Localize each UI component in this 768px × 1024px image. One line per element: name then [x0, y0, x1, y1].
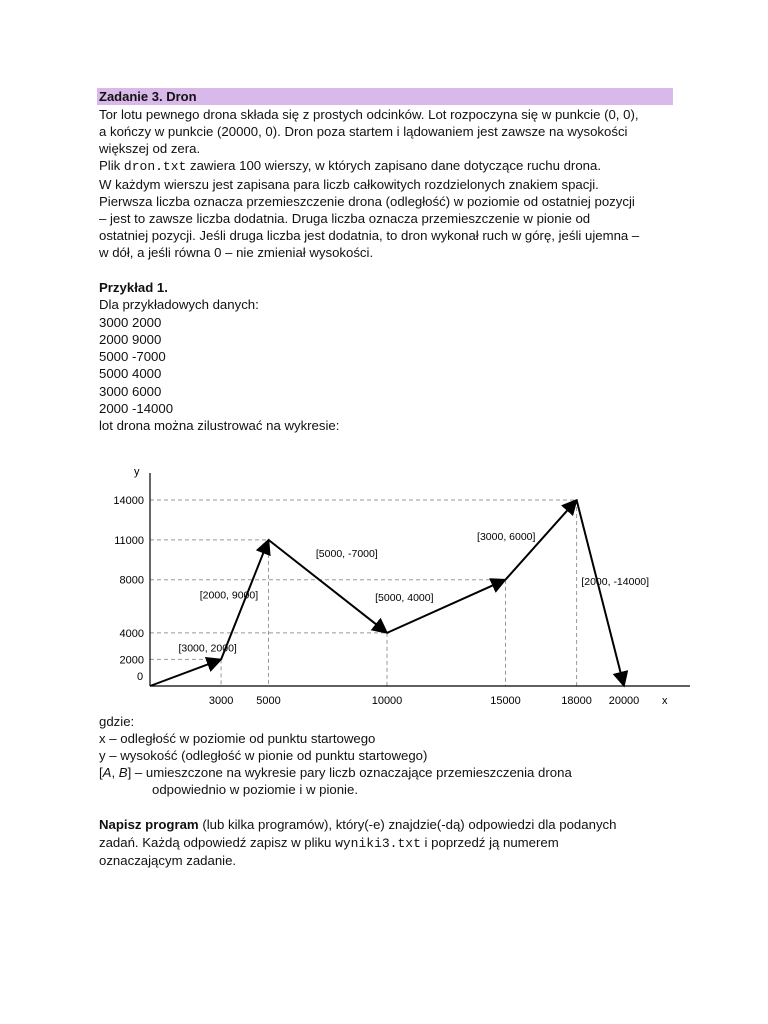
segment-label: [5000, 4000]: [375, 591, 434, 604]
y-tick-label: 2000: [119, 654, 144, 667]
legend-ab: [A, B] – umieszczone na wykresie pary liczb oznaczające przemieszczenia drona: [99, 765, 572, 780]
filename-dron: dron.txt: [123, 159, 187, 174]
legend-ab-cont: odpowiednio w poziomie i w pionie.: [152, 782, 358, 797]
intro-line-4: Plik dron.txt zawiera 100 wierszy, w których zapisano dane dotyczące ruchu drona.: [99, 158, 601, 174]
example-row: 3000 2000: [99, 315, 162, 330]
x-tick-label: 5000: [256, 695, 281, 707]
segment-label: [3000, 2000]: [178, 642, 237, 655]
intro-line-3: większej od zera.: [99, 141, 201, 156]
example-intro: Dla przykładowych danych:: [99, 297, 259, 312]
segment-label: [2000, 9000]: [199, 589, 259, 602]
segment-label: [5000, -7000]: [315, 548, 378, 561]
segment-label: [3000, 6000]: [477, 530, 536, 543]
y-tick-label: 8000: [119, 574, 144, 587]
segment-label: [2000, -14000]: [581, 576, 650, 589]
example-row: 5000 -7000: [99, 349, 166, 364]
legend-x: x – odległość w poziomie od punktu startowego: [99, 731, 376, 746]
flight-segment: [387, 580, 506, 633]
x-tick-label: 20000: [608, 695, 640, 707]
example-row: 3000 6000: [99, 384, 162, 399]
flight-segment: [150, 659, 221, 686]
x-tick-label: 15000: [490, 695, 521, 707]
example-outro: lot drona można zilustrować na wykresie:: [99, 418, 340, 433]
example-row: 5000 4000: [99, 366, 162, 381]
task-line-2: zadań. Każdą odpowiedź zapisz w pliku wyniki3.txt i poprzedź ją numerem: [99, 835, 559, 851]
x-tick-label: 3000: [208, 695, 234, 707]
x-tick-label: 0: [136, 671, 144, 683]
intro-line-9: w dół, a jeśli równa 0 – nie zmieniał wysokości.: [99, 245, 374, 260]
example-row: 2000 -14000: [99, 401, 174, 416]
x-axis-label: x: [662, 695, 668, 707]
example-row: 2000 9000: [99, 332, 162, 347]
flight-segment: [577, 500, 624, 686]
intro-line-7: – jest to zawsze liczba dodatnia. Druga liczba oznacza przemieszczenie w pionie od: [99, 211, 591, 226]
legend-y: y – wysokość (odległość w pionie od punktu startowego): [99, 748, 428, 763]
task-title: Zadanie 3. Dron: [99, 89, 197, 104]
y-tick-label: 4000: [119, 627, 144, 640]
x-tick-label: 10000: [371, 695, 403, 707]
legend-where: gdzie:: [99, 714, 135, 729]
filename-wyniki: wyniki3.txt: [335, 836, 421, 851]
intro-line-5: W każdym wierszu jest zapisana para liczb całkowitych rozdzielonych znakiem spacji.: [99, 177, 599, 192]
intro-line-1: Tor lotu pewnego drona składa się z prostych odcinków. Lot rozpoczyna się w punkcie (0, 0),: [99, 107, 639, 122]
task-line-1: Napisz program (lub kilka programów), który(-e) znajdzie(-dą) odpowiedzi dla podanych: [99, 817, 617, 832]
intro-line-2: a kończy w punkcie (20000, 0). Dron poza startem i lądowaniem jest zawsze na wysokości: [99, 124, 628, 139]
intro-line-6: Pierwsza liczba oznacza przemieszczenie drona (odległość) w poziomie od ostatniej pozycji: [99, 194, 635, 209]
task-line-3: oznaczającym zadanie.: [99, 853, 237, 868]
intro-line-8: ostatniej pozycji. Jeśli druga liczba jest dodatnia, to dron wykonał ruch w górę, jeśli ujemna –: [99, 228, 640, 243]
flight-chart: [0, 455, 768, 715]
example-heading: Przykład 1.: [99, 280, 168, 295]
y-tick-label: 14000: [113, 495, 144, 507]
x-tick-label: 18000: [561, 695, 592, 707]
y-tick-label: 11000: [114, 534, 144, 547]
y-axis-label: y: [134, 466, 140, 478]
